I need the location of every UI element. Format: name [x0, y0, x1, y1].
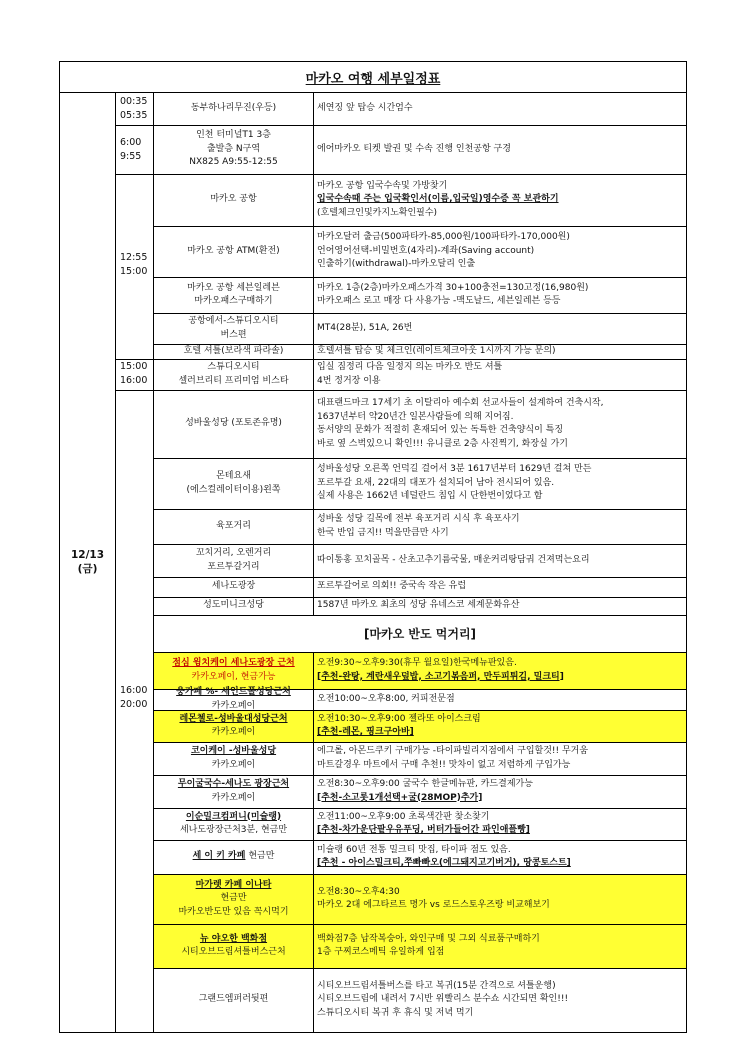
grid-line: [115, 92, 116, 1032]
place-cell: 점심 윙치케이 세나도광장 근처 카카오페이, 현금가능: [172, 658, 295, 682]
place-cell: 마가렛 카페 이나타 현금만 마카오반도만 있음 꼭시먹기: [178, 879, 289, 917]
place-cell: 몬테요새 (에스컬레이터이용)왼쪽: [186, 471, 281, 495]
place-cell: 세 이 키 카페 현금만: [192, 851, 275, 862]
detail-cell: 대표랜드마크 17세기 초 이탈리아 예수회 선교사들이 설계하여 건축시작, 1637년부터 약20년간 일본사람들에 의해 지어짐. 동서양의 문화가 적절히 혼재되어 있는 독특한 건축양식이 특징 바로 옆 스벅있으니 확인!!! 유니클로 2층 사진찍기, 화장실 가기: [317, 398, 604, 449]
detail-cell: 1587년 마카오 최초의 성당 유네스코 세계문화유산: [317, 600, 520, 611]
place-cell: 웅카페 %- 세인트폴성당근처 카카오페이: [176, 687, 291, 711]
place-cell: 마카오 공항: [210, 194, 257, 205]
time-cell: 00:35 05:35: [120, 96, 148, 121]
time-cell: 6:00 9:55: [120, 137, 142, 162]
detail-cell: 성바울 성당 길목에 전부 육포거리 시식 후 육포사기 한국 반입 금지!! 먹을만큼만 사기: [317, 514, 520, 538]
place-cell: 이순밀크컴퍼니(미슐랭) 세나도광장근처3분, 현금만: [179, 811, 288, 835]
place-cell: 성바울성당 (포토존유명): [185, 418, 282, 429]
place-cell: 인천 터미널T1 3층 출발층 N구역 NX825 A9:55-12:55: [189, 130, 278, 168]
detail-cell: 오전9:30~오후9:30(휴무 월요일)한국메뉴판있음. [추천-완탕, 계란새우덮밥, 소고기볶음퍼, 만두피튀김, 밀크티]: [317, 658, 564, 682]
place-cell: 꼬치거리, 오렌거리 포르투갈거리: [195, 548, 272, 572]
place-cell: 그랜드엠퍼러뒷편: [198, 994, 269, 1005]
place-cell: 무이굴국수-세나도 광장근처 카카오페이: [177, 779, 290, 803]
detail-cell: 에어마카오 티켓 발권 및 수속 진행 인천공항 구경: [317, 143, 511, 154]
detail-cell: 마카오 공항 입국수속및 가방찾기 입국수속때 주는 입국확인서(이름,입국일)영수증 꼭 보관하기 (호텔체크인및카지노확인필수): [317, 180, 559, 218]
detail-cell: 따이통홍 꼬치골목 - 산초고추기름국물, 매운커리탕담궈 건져먹는요리: [317, 554, 590, 565]
place-cell: 마카오 공항 ATM(환전): [187, 245, 280, 256]
detail-cell: 성바울성당 오른쪽 언덕길 걸어서 3분 1617년부터 1629년 걸쳐 만든 포르투갈 요새, 22대의 대포가 설치되어 남아 전시되어 있음. 실제 사용은 1662년 네덜란드 침입 시 단한번이었다고 함: [317, 464, 592, 502]
place-cell: 육포거리: [216, 520, 251, 531]
detail-cell: 오전10:00~오후8:00, 커피전문점: [317, 693, 455, 704]
place-cell: 스튜디오시티 셀러브리티 프리미엄 비스타: [178, 362, 289, 386]
date-weekday: (금): [77, 562, 98, 575]
detail-cell: 에그롤, 아몬드쿠키 구매가능 -타이파빌리지점에서 구입할것!! 무거움 마트갈경우 마트에서 구매 추천!! 맛차이 없고 저렴하게 구입가능: [317, 746, 589, 770]
place-cell: 뉴 야오한 백화점 시티오브드림셔틀버스근처: [181, 933, 286, 957]
detail-cell: 세연징 앞 탑승 시간엄수: [317, 102, 413, 113]
detail-cell: 포르투갈어로 의회!! 중국속 작은 유럽: [317, 581, 467, 592]
detail-cell: 마카오 1층(2층)마카오패스가격 30+100충전=130고정(16,980원) 마카오패스 로고 매장 다 사용가능 -맥도날드, 세븐일레븐 등등: [317, 282, 589, 306]
time-cell: 15:00 16:00: [120, 361, 148, 386]
detail-cell: 시티오브드림셔틀버스를 타고 복귀(15분 간격으로 셔틀운행) 시티오브드림에 내려서 7시반 위빨리스 분수쇼 시간되면 확인!!! 스튜디오시티 복귀 후 휴식 및 저녁 먹기: [317, 980, 569, 1018]
date-cell: [60, 92, 115, 1032]
page-title: 마카오 여행 세부일정표: [60, 62, 686, 93]
detail-cell: 오전11:00~오후9:00 초록색간판 찾소찾기 [추천-차가운단팥우유푸딩, 버터가들어간 파인애플빵]: [317, 811, 530, 835]
detail-cell: MT4(28분), 51A, 26번: [317, 322, 413, 333]
detail-cell: 오전8:30~오후9:00 굴국수 한글메뉴판, 카드결제가능 [추천-소고롯1개선택+굴(28MOP)추가]: [317, 779, 533, 803]
detail-cell: 미슐랭 60년 전통 밀크티 맛집, 타이파 점도 있음. [추천 - 아이스밀크티,쭈빠빠오(에그돼지고기버거), 땅콩토스트]: [317, 844, 571, 868]
time-cell: 12:55 15:00: [120, 252, 148, 277]
section-header: [마카오 반도 먹거리]: [363, 627, 477, 641]
detail-cell: 오전10:30~오후9:00 젤라또 아이스크림 [추천-레몬, 핑크구아바]: [317, 713, 481, 737]
time-cell: 16:00 20:00: [120, 685, 148, 710]
place-cell: 성도미니크성당: [203, 600, 264, 611]
place-cell: 호텔 셔틀(보라색 파라솔): [183, 345, 284, 356]
place-cell: 코이케이 -성바울성당 카카오페이: [190, 746, 277, 770]
place-cell: 레몬첼로-성바울대성당근처 카카오페이: [179, 713, 288, 737]
place-cell: 동부하나리무진(우등): [190, 102, 277, 113]
detail-cell: 마카오달러 출금(500파타카-85,000원/100파타카-170,000원) 언어영어선택-비밀번호(4자리)-계좌(Saving account) 인출하기(withdrawal)-마카오달리 인출: [317, 232, 570, 270]
place-cell: 공항에서-스튜디오시티 버스편: [188, 316, 279, 340]
detail-cell: 오전8:30~오후4:30 마카오 2대 에그타르트 명가 vs 로드스토우즈랑 비교해보기: [317, 886, 550, 910]
place-cell: 세나도광장: [211, 581, 256, 592]
detail-cell: 백화점7층 납작복숭아, 와인구매 및 그외 식료품구매하기 1층 구찌코스메틱 유일하게 입점: [317, 933, 540, 957]
detail-cell: 호텔셔틀 탑승 및 체크인(레이트체크아웃 1시까지 가능 문의): [317, 345, 556, 356]
date-day: 12/13: [70, 548, 105, 561]
itinerary-sheet: [59, 61, 687, 1033]
detail-cell: 입실 짐정리 다음 일정지 의논 마카오 반도 셔틀 4번 정거장 이용: [317, 362, 503, 386]
place-cell: 마카오 공항 세븐일레븐 마카오패스구매하기: [187, 282, 280, 306]
